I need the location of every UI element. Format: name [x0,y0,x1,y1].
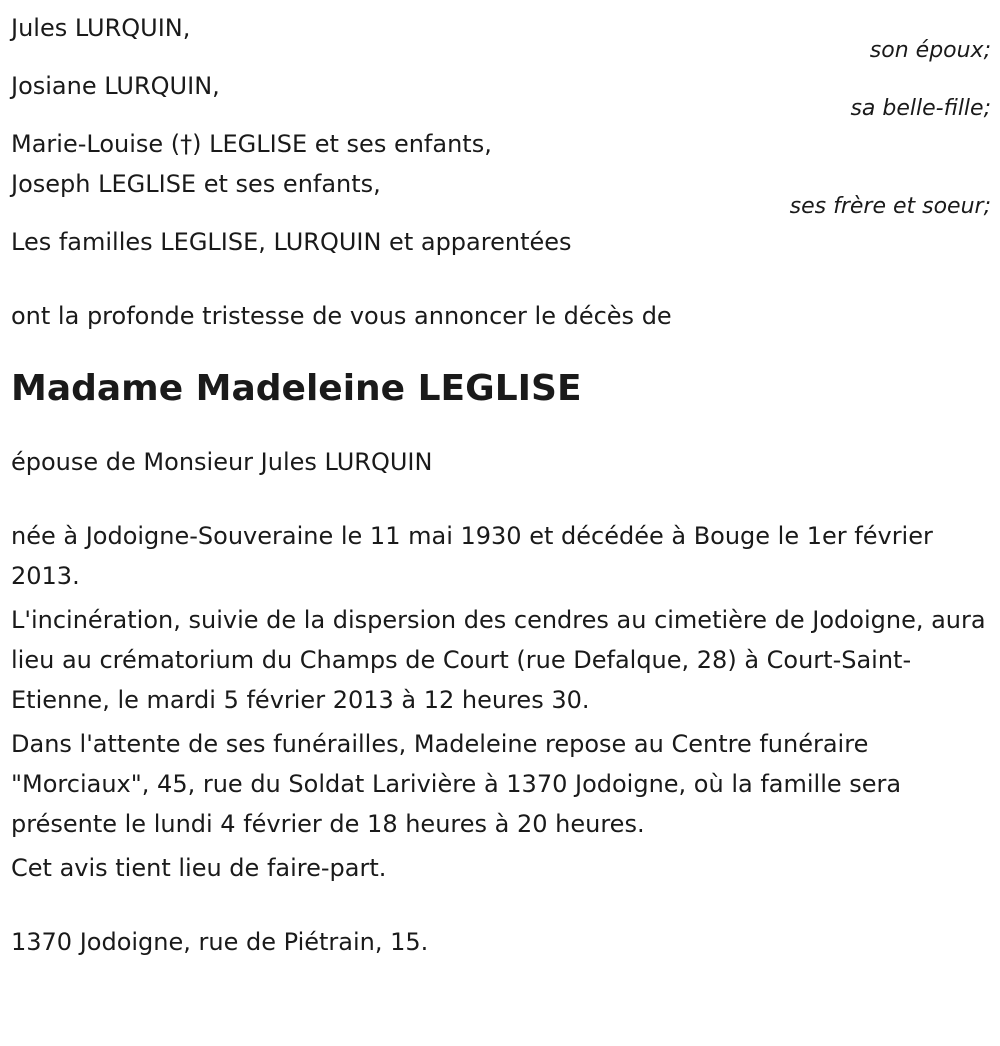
notice-paragraph: Cet avis tient lieu de faire-part. [11,854,387,882]
cremation-paragraph: L'incinération, suivie de la dispersion des cendres au cimetière de Jodoigne, aura lieu au crématorium du Champs de Court (rue Defalque, 28) à Court-Saint-Etienne, le mardi 5 février 2013 à 12 heures 30. [11,606,986,714]
families-line: Les familles LEGLISE, LURQUIN et apparentées [11,228,572,256]
obituary-notice [11,8,991,962]
birth-death-paragraph: née à Jodoigne-Souveraine le 11 mai 1930 et décédée à Bouge le 1er février 2013. [11,522,933,590]
family-member-name: Jules LURQUIN, [11,14,191,42]
deceased-name: Madame Madeleine LEGLISE [11,368,582,409]
family-relation: ses frère et soeur; [789,194,991,219]
family-entry-siblings [11,124,991,218]
family-relation: son époux; [869,38,991,63]
family-member-name: Joseph LEGLISE et ses enfants, [11,170,381,198]
family-member-name: Josiane LURQUIN, [11,72,220,100]
address-line: 1370 Jodoigne, rue de Piétrain, 15. [11,928,429,956]
family-member-name: Marie-Louise (†) LEGLISE et ses enfants, [11,130,492,158]
family-entry-daughter-in-law [11,66,991,120]
spouse-line: épouse de Monsieur Jules LURQUIN [11,448,433,476]
family-relation: sa belle-fille; [850,96,991,121]
family-entry-spouse [11,8,991,62]
funeral-home-paragraph: Dans l'attente de ses funérailles, Madeleine repose au Centre funéraire "Morciaux", 45, rue du Soldat Larivière à 1370 Jodoigne, où la famille sera présente le lundi 4 février de 18 heures à 20 heures. [11,730,902,838]
announcement-text: ont la profonde tristesse de vous annoncer le décès de [11,302,672,330]
